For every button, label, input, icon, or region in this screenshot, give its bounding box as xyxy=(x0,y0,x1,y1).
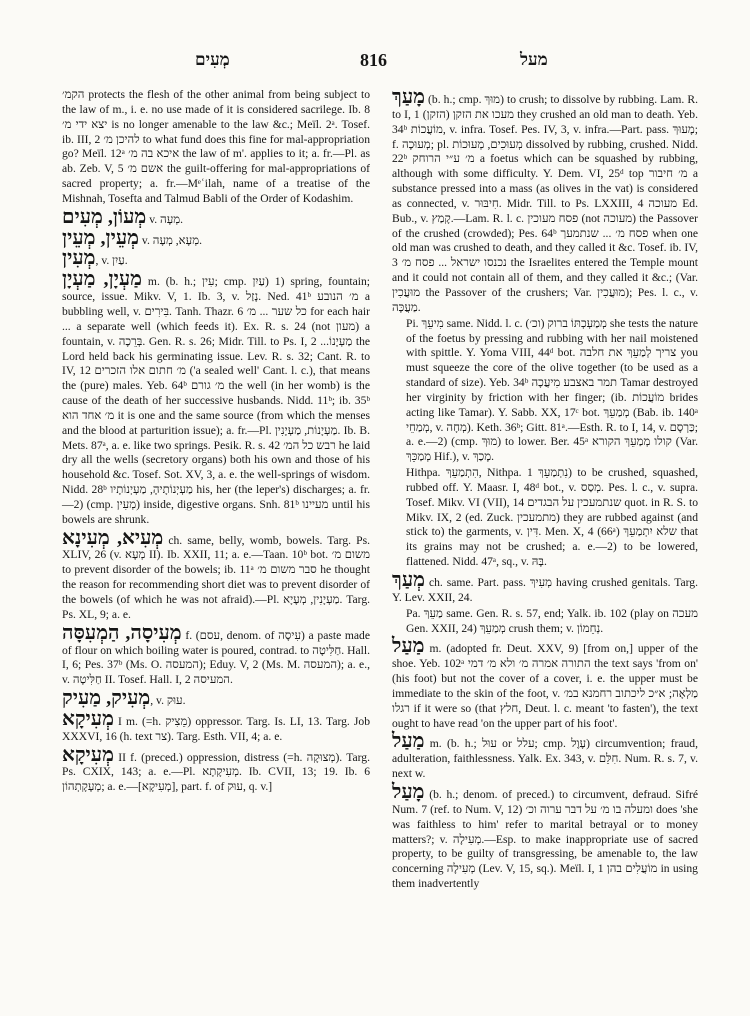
dictionary-entry xyxy=(62,707,370,745)
dictionary-entry xyxy=(62,226,370,249)
dictionary-entry xyxy=(392,637,698,731)
dictionary-subentry xyxy=(392,607,698,637)
dictionary-entry xyxy=(62,526,371,623)
entry-text: I m. (=h. מֵצִיק) oppressor. Targ. Is. LI, 13. Targ. Job XXXVI, 16 (h. text צר). Targ. Esth. VII, 4; a. e. xyxy=(62,714,370,743)
entry-text: Pa. מַעֵךְ same. Gen. R. s. 57, end; Yalk. ib. 102 (play on מעכה Gen. XXII, 24) מְמַעֵךְ crush them; v. נְחֵמוֹן. xyxy=(406,606,699,635)
left-column xyxy=(62,88,370,796)
entry-text: v. מְעָה. xyxy=(146,212,184,226)
headword: מַעַל xyxy=(392,635,425,658)
entry-text: m. (b. h.; עוּל or עלל; cmp. עָוֶל) circumvention; fraud, adulteration, faithlessness. Yalk. Ex. 343, v. חִלֵּם. Num. R. s. 7, v. next w. xyxy=(392,737,698,781)
entry-text: Pi. מִיעֵךְ same. Nidd. l. c. (וכ׳) מְמַעְכְתּוֹ ברוק she tests the nature of the foetus by pressing and rubbing with her nail moistened with spittle. Y. Yoma VIII, 44ᵈ bot. צריך לְמַעֵךְ את חלבה you must squeeze the core of the olive together (to be used as a standard of size). Yeb. 34ᵇ תמר באצבע מִיעֲכָה Tamar destroyed her virginity by friction with her finger; (ib. מוֹעֲכוֹת brides acting like Tamar). Y. Sabb. XX, 17ᶜ bot. מְמַעֵךְ (Bab. ib. 140ᵃ מְמַחֵי, v. מְחָה). Keth. 36ᵇ; Gitt. 81ᵃ.—Esth. R. to I, 14, v. כַּרְסָם; a. e.—2) (cmp. מוּךְ) to lower. Ber. 45ᵃ קולו מְמַעֵךְ הקורא (Var. מְמַכֵּךְ Hif.), v. מָכַךְ. xyxy=(406,316,699,464)
entry-text: ch. same. Part. pass. מְעִיךְ having crushed genitals. Targ. Y. Lev. XXII, 24. xyxy=(392,576,699,604)
dictionary-entry xyxy=(62,270,370,527)
dictionary-entry xyxy=(392,88,698,316)
entry-text: m. (adopted fr. Deut. XXV, 9) [from on,] upper of the shoe. Yeb. 102ᵃ התורה אמרה מ׳ ולא מ׳ דמי the text says 'from on' (his foot) but not the cover of a cover, i. e. the upper must be immediate to the skin of the foot, v. מַלְאָה; א״כ ליכתוב רחמנא במ׳ רגלו if it were so (that חלץ, Deut. l. c. meant 'to fasten'), the text ought to have read 'on the upper part of his foot'. xyxy=(392,642,699,730)
entry-text: (b. h.; cmp. מוּךְ) to crush; to dissolve by rubbing. Lam. R. to I, 1 (הזקן) מעכו את הזקן they crushed an old man to death. Yeb. 34ᵇ מוֹעֲכוֹת, v. infra. Tosef. Pes. IV, 3, v. infra.—Part. pass. מָעוּךְ; f. מְעוּכָה; pl. מְעוּכִים, מְעוּכוֹת dissolved by rubbing, crushed. Nidd. 22ᵇ מ׳ ע״י הרוחק a foetus which can be squashed by rubbing, although with some difficulty. Y. Dem. VI, 25ᵈ top מ׳ חיבור a substance pressed into a mass (as olives in the vat) is considered as connected, v. חִיבּוּר. Midr. Till. to Ps. LXXIII, 4 מעוכה Ed. Bub., v. קָמַץ.—Lam. R. l. c. פסח מעוכין (not מעוכה) the Passover of the crushed (crowded); Pes. 64ᵇ פסח מ׳ ... שנתמעך when one old man was crushed to death, and they called it &c. Tosef. ib. IV, 3 נכנסו ישראל ... פסח מ׳ the Israelites entered the Temple mount and it could not contain all of them, and they called it &c.; (Var. מוּעֲכִין the Passover of the crushers; Var. מוּעֲכִין); Pes. l. c., v. מַעֲכָּה. xyxy=(392,93,699,314)
header-guide-word-left: מְעִים xyxy=(195,50,230,69)
dictionary-entry xyxy=(392,780,698,892)
headword: מְעִין xyxy=(62,247,96,270)
headword: מְעִיק, מַעִיק xyxy=(62,687,151,710)
headword: מַעַל xyxy=(392,730,425,753)
entry-text: ch. same, belly, womb, bowels. Targ. Ps. XLIV, 26 (v. מְעָא II). Ib. XXII, 11; a. e.—Taan. 10ᵇ bot. משום מ׳ to prevent disorder of the bowels; ib. 11ᵃ סבר משום מ׳ he thought the reason for recommending short diet was to prevent disorder of the bowels (of which he was not afraid).—Pl. מַעְיָנִין, מְעָיָא. Targ. Ps. XL, 9; a. e. xyxy=(62,533,371,621)
dictionary-entry xyxy=(62,205,370,228)
dictionary-entry xyxy=(62,743,370,796)
entry-text: הקמ׳ protects the flesh of the other animal from being subject to the law of m., i. e. no use made of it is considered sacrilege. Ib. 8 יצא ידי מ׳ is no longer amenable to the law &c.; Meïl. 2ᵃ. Tosef. ib. III, 2 להיכן מ׳ to what fund does this fine for mal-appropriation go? Meïl. 12ᵃ איכא בה מ׳ the law of m'. applies to it; a. fr.—Pl. as ab. Zeb. V, 5 אשם מ׳ the guilt-offering for mal-appropriations of sacred property; a. fr.—Mᵉʿilah, name of a treatise of the Mishnah, Tosefta and Talmud Babli of the Order of Kodashim. xyxy=(62,88,371,205)
entry-text: m. (b. h.; עִין; cmp. עַיִן) 1) spring, fountain; source, issue. Mikv. V, 1. Ib. 3, v. נָזַל. Ned. 41ᵇ מ׳ הנובע a bubbling well, v. בִּירִים. Tanh. Thazr. 6 כל שער ... מ׳ for each hair ... a separate well (which feeds it). Ex. R. s. 24 (not מעון) a fountain, v. בְּרֵכָה. Gen. R. s. 26; Midr. Till. to Ps. I, 2 ...מַעְיָנוֹ the Lord held back his germinating issue. Lev. R. s. 32; Cant. R. to IV, 12 מ׳ חתום אלו הזכרים ('a sealed well' Cant. l. c.), that means the (pure) males. Yeb. 64ᵇ מ׳ גורם the well (in her womb) is the cause of the death of her successive husbands. Nidd. 11ᵇ; ib. 35ᵇ מ׳ אחד הוא it is one and the same source (from which the menses and the blood at parturition issue); a. fr.—Pl. מַעְיָנוֹת, מַעְיָנִין. Ib. B. Mets. 87ᵃ, a. e. like two springs. Pesik. R. s. 42 רבש כל המ׳ he laid dry all the wells (secretory organs) both his own and those of his household &c. Tosef. Sot. XV, 3, a. e. the well-springs of wisdom. Nidd. 28ᵇ מַעְיְנוֹתָיהָ, מַעְיְנוֹתָיו his, her (the leper's) discharges; a. fr.—2) (cmp. מְעִין) inside, digestive organs. Snh. 81ᵇ מעיינו until his bowels are shrunk. xyxy=(62,275,371,526)
right-column xyxy=(392,88,698,893)
entry-text: , v. עוּק. xyxy=(150,694,186,708)
dictionary-entry xyxy=(62,249,370,269)
entry-text: Hithpa. הִתְמַעֵךְ, Nithpa. נִתְמַעֵךְ 1) to be crushed, squashed, rubbed off. Y. Maasr. I, 48ᵈ bot., v. מְסַס. Pes. l. c., v. supra. Tosef. Mikv. VI (VII), 14 שנתמעכין על הבגדים quot. in R. S. to Mikv. IX, 2 (ed. Zuck. מתמעכין) they are rubbed against (and stick to) the garments, v. דִּין. Men. X, 4 (66ᵃ) שלא יִתְמַעֵךְ that its grains may not be crushed; a. e.—2) to be lowered, flattened. Nidd. 47ᵃ, sq., v. בָּהּ. xyxy=(406,466,698,569)
headword: מְעִיא, מְעִינָא xyxy=(62,526,164,549)
dictionary-subentry xyxy=(392,466,698,570)
headword: מָעַךְ xyxy=(392,86,425,108)
dictionary-subentry xyxy=(392,317,698,465)
dictionary-entry xyxy=(62,689,370,709)
header-guide-word-right: מעל xyxy=(520,50,548,69)
entry-text: f. (עסם, denom. of עִיסָה) a paste made of flour on which boiling water is poured, contrad. to חַלִּיטָה. Hall. I, 6; Pes. 37ᵇ (Ms. O. המעסה); Eduy. V, 2 (Ms. M. המעסה); a. e., v. חַלִּיטָה II. Tosef. Hall. I, 2 המעיסה. xyxy=(62,628,371,687)
headword: מַעְיָן, מַעְיָן xyxy=(62,268,143,291)
headword: מְעֵין, מְעֵין xyxy=(62,226,140,249)
dictionary-entry xyxy=(62,621,371,688)
headword: מְעַךְ xyxy=(392,569,425,591)
entry-text: (b. h.; denom. of preced.) to circumvent, defraud. Sifré Num. 7 (ref. to Num. V, 12) ומעלה בו מ׳ על דבר ערוה וכ׳ does 'she was faithless to him' refer to marital betrayal or to money matters?; v. מְעִילָה.—Esp. to make inappropriate use of sacred property, to be guilty of transgressing, be amenable to, the law concerning מְעִילָה (Lev. V, 15, sq.). Meïl. I, 1 מוֹעֲלִים בהן in using them inadvertently xyxy=(392,787,698,891)
page-number: 816 xyxy=(360,50,387,70)
running-header xyxy=(0,50,750,76)
entry-text: v. מְעָא, מְעָה. xyxy=(139,233,202,247)
dictionary-entry xyxy=(392,571,698,606)
entry-text: II f. (preced.) oppression, distress (=h. מְצוּקָה). Targ. Ps. CXIX, 143; a. e.—Pl. מְעִיקָתָא. Ib. CVII, 13; 19. Ib. 6 מְעָקָתְהוֹן; a. e.—[מְעִיקָא], part. f. of עוּק, q. v.] xyxy=(62,750,370,794)
continued-text xyxy=(62,88,370,207)
headword: מָעַל xyxy=(392,780,425,803)
headword: מְעִיקָא xyxy=(62,707,114,730)
headword: מְעוֹן, מְעִים xyxy=(62,205,147,228)
entry-text: , v. עַיִן. xyxy=(95,254,128,268)
dictionary-entry xyxy=(392,732,698,782)
headword: מְעִיסָה, הַמְעִסָּה xyxy=(62,621,182,644)
headword: מְעִיקָא xyxy=(62,743,114,766)
